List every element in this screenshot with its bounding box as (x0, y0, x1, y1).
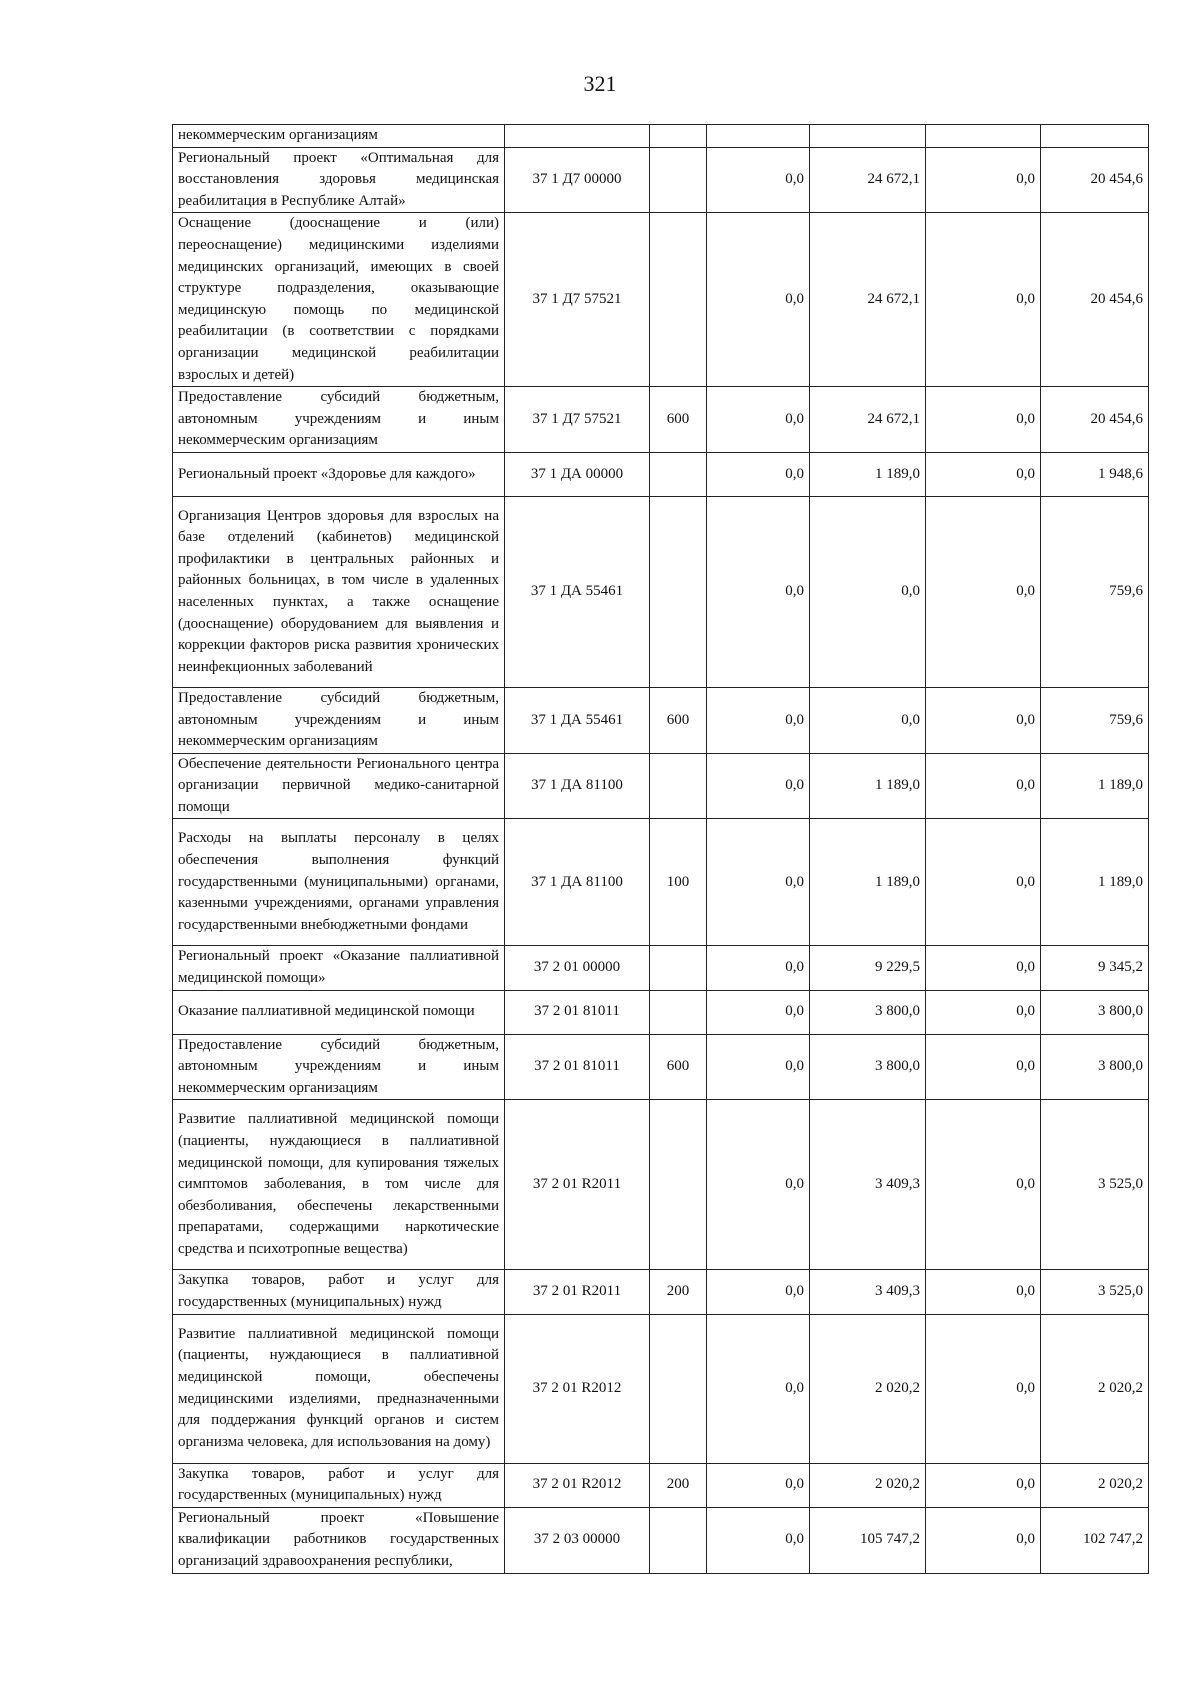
row-value-3: 0,0 (926, 990, 1041, 1034)
row-value-4: 9 345,2 (1041, 946, 1149, 990)
row-value-3: 0,0 (926, 496, 1041, 687)
row-value-3: 0,0 (926, 1463, 1041, 1507)
row-name: Закупка товаров, работ и услуг для государственных (муниципальных) нужд (173, 1463, 505, 1507)
row-name: Оказание паллиативной медицинской помощи (173, 990, 505, 1034)
row-code: 37 1 ДА 55461 (505, 496, 650, 687)
row-value-3: 0,0 (926, 1507, 1041, 1573)
row-value-3: 0,0 (926, 1270, 1041, 1314)
page-number: 321 (583, 71, 617, 96)
row-value-2: 0,0 (810, 687, 926, 753)
table-row (173, 452, 1149, 496)
row-value-4: 3 525,0 (1041, 1100, 1149, 1270)
table-row (173, 1100, 1149, 1270)
row-expense-type (650, 125, 707, 148)
row-expense-type: 200 (650, 1463, 707, 1507)
row-name: Региональный проект «Здоровье для каждого» (173, 452, 505, 496)
row-value-2: 24 672,1 (810, 213, 926, 387)
row-expense-type (650, 147, 707, 213)
table-row (173, 213, 1149, 387)
row-value-1: 0,0 (707, 819, 810, 946)
row-value-1: 0,0 (707, 496, 810, 687)
row-value-3: 0,0 (926, 687, 1041, 753)
row-expense-type: 100 (650, 819, 707, 946)
row-value-1 (707, 125, 810, 148)
row-value-3: 0,0 (926, 819, 1041, 946)
row-name: Обеспечение деятельности Регионального центра организации первичной медико-санитарной помощи (173, 753, 505, 819)
row-code: 37 1 ДА 55461 (505, 687, 650, 753)
row-name: Региональный проект «Оптимальная для восстановления здоровья медицинская реабилитация в Республике Алтай» (173, 147, 505, 213)
row-value-1: 0,0 (707, 1314, 810, 1463)
row-value-1: 0,0 (707, 1270, 810, 1314)
row-value-4: 20 454,6 (1041, 213, 1149, 387)
table-row (173, 1314, 1149, 1463)
row-value-4: 1 189,0 (1041, 819, 1149, 946)
row-code: 37 1 Д7 00000 (505, 147, 650, 213)
row-value-4: 1 948,6 (1041, 452, 1149, 496)
row-code: 37 1 ДА 81100 (505, 753, 650, 819)
row-name: Региональный проект «Повышение квалификации работников государственных организаций здравоохранения республики, (173, 1507, 505, 1573)
row-value-4: 3 800,0 (1041, 990, 1149, 1034)
row-code: 37 2 03 00000 (505, 1507, 650, 1573)
row-value-4: 2 020,2 (1041, 1463, 1149, 1507)
row-name: Оснащение (дооснащение и (или) переоснащение) медицинскими изделиями медицинских организаций, имеющих в своей структуре подразделения, оказывающие медицинскую помощь по медицинской реабилитации (в соответствии с порядками организации медицинской реабилитации взрослых и детей) (173, 213, 505, 387)
row-value-1: 0,0 (707, 147, 810, 213)
budget-table-body (173, 125, 1149, 1574)
row-name: Расходы на выплаты персоналу в целях обеспечения выполнения функций государственными (муниципальными) органами, казенными учреждениями, органами управления государственными внебюджетными фондами (173, 819, 505, 946)
row-name: Региональный проект «Оказание паллиативной медицинской помощи» (173, 946, 505, 990)
table-row (173, 496, 1149, 687)
row-code: 37 1 Д7 57521 (505, 387, 650, 453)
row-expense-type (650, 213, 707, 387)
row-value-1: 0,0 (707, 990, 810, 1034)
row-value-3: 0,0 (926, 147, 1041, 213)
row-expense-type (650, 1507, 707, 1573)
row-value-1: 0,0 (707, 1507, 810, 1573)
row-code: 37 2 01 R2011 (505, 1270, 650, 1314)
row-name: Развитие паллиативной медицинской помощи (пациенты, нуждающиеся в паллиативной медицинской помощи, обеспечены медицинскими изделиями, предназначенными для поддержания функций органов и систем организма человека, для использования на дому) (173, 1314, 505, 1463)
row-name: Развитие паллиативной медицинской помощи (пациенты, нуждающиеся в паллиативной медицинской помощи, для купирования тяжелых симптомов заболевания, в том числе для обезболивания, обеспечены лекарственными препаратами, содержащими наркотические средства и психотропные вещества) (173, 1100, 505, 1270)
table-row (173, 1270, 1149, 1314)
row-value-2: 3 409,3 (810, 1270, 926, 1314)
row-value-4 (1041, 125, 1149, 148)
row-value-1: 0,0 (707, 1100, 810, 1270)
row-value-1: 0,0 (707, 213, 810, 387)
row-value-4: 102 747,2 (1041, 1507, 1149, 1573)
row-value-4: 1 189,0 (1041, 753, 1149, 819)
row-code (505, 125, 650, 148)
table-row (173, 753, 1149, 819)
row-value-1: 0,0 (707, 946, 810, 990)
row-expense-type: 600 (650, 687, 707, 753)
table-row (173, 687, 1149, 753)
row-value-3: 0,0 (926, 753, 1041, 819)
row-value-2: 3 800,0 (810, 990, 926, 1034)
table-row (173, 990, 1149, 1034)
row-expense-type: 200 (650, 1270, 707, 1314)
row-code: 37 1 ДА 00000 (505, 452, 650, 496)
row-value-3: 0,0 (926, 946, 1041, 990)
row-code: 37 2 01 R2012 (505, 1314, 650, 1463)
row-code: 37 2 01 R2011 (505, 1100, 650, 1270)
table-row (173, 125, 1149, 148)
row-value-2: 24 672,1 (810, 387, 926, 453)
row-value-2: 2 020,2 (810, 1314, 926, 1463)
row-value-1: 0,0 (707, 1034, 810, 1100)
row-code: 37 2 01 00000 (505, 946, 650, 990)
row-expense-type (650, 496, 707, 687)
row-expense-type: 600 (650, 1034, 707, 1100)
row-code: 37 2 01 81011 (505, 1034, 650, 1100)
row-value-2: 3 409,3 (810, 1100, 926, 1270)
row-value-4: 20 454,6 (1041, 147, 1149, 213)
row-value-1: 0,0 (707, 387, 810, 453)
row-value-4: 20 454,6 (1041, 387, 1149, 453)
row-value-3: 0,0 (926, 213, 1041, 387)
row-value-2: 0,0 (810, 496, 926, 687)
row-value-3: 0,0 (926, 1034, 1041, 1100)
table-row (173, 946, 1149, 990)
row-value-2: 1 189,0 (810, 452, 926, 496)
row-name: некоммерческим организациям (173, 125, 505, 148)
row-value-3: 0,0 (926, 1100, 1041, 1270)
row-value-3: 0,0 (926, 387, 1041, 453)
row-value-1: 0,0 (707, 687, 810, 753)
row-value-3: 0,0 (926, 452, 1041, 496)
row-expense-type (650, 1314, 707, 1463)
row-value-2: 9 229,5 (810, 946, 926, 990)
row-value-2: 3 800,0 (810, 1034, 926, 1100)
row-name: Организация Центров здоровья для взрослых на базе отделений (кабинетов) медицинской профилактики в центральных районных и районных больницах, в том числе в удаленных населенных пунктах, а также оснащение (дооснащение) оборудованием для выявления и коррекции факторов риска развития хронических неинфекционных заболеваний (173, 496, 505, 687)
row-value-4: 759,6 (1041, 687, 1149, 753)
row-code: 37 1 Д7 57521 (505, 213, 650, 387)
table-row (173, 1463, 1149, 1507)
row-code: 37 2 01 R2012 (505, 1463, 650, 1507)
row-code: 37 1 ДА 81100 (505, 819, 650, 946)
row-value-2: 24 672,1 (810, 147, 926, 213)
table-row (173, 147, 1149, 213)
row-expense-type: 600 (650, 387, 707, 453)
table-row (173, 1034, 1149, 1100)
row-value-1: 0,0 (707, 753, 810, 819)
row-name: Предоставление субсидий бюджетным, автономным учреждениям и иным некоммерческим организациям (173, 1034, 505, 1100)
row-value-4: 759,6 (1041, 496, 1149, 687)
row-name: Предоставление субсидий бюджетным, автономным учреждениям и иным некоммерческим организациям (173, 687, 505, 753)
table-row (173, 819, 1149, 946)
row-expense-type (650, 946, 707, 990)
row-expense-type (650, 990, 707, 1034)
row-value-4: 3 800,0 (1041, 1034, 1149, 1100)
row-code: 37 2 01 81011 (505, 990, 650, 1034)
row-value-4: 3 525,0 (1041, 1270, 1149, 1314)
row-expense-type (650, 452, 707, 496)
budget-table (172, 124, 1149, 1574)
row-value-4: 2 020,2 (1041, 1314, 1149, 1463)
row-value-2: 105 747,2 (810, 1507, 926, 1573)
row-value-2 (810, 125, 926, 148)
row-value-2: 1 189,0 (810, 819, 926, 946)
table-row (173, 1507, 1149, 1573)
row-value-1: 0,0 (707, 1463, 810, 1507)
row-value-2: 2 020,2 (810, 1463, 926, 1507)
row-name: Закупка товаров, работ и услуг для государственных (муниципальных) нужд (173, 1270, 505, 1314)
row-expense-type (650, 1100, 707, 1270)
row-value-2: 1 189,0 (810, 753, 926, 819)
row-value-3 (926, 125, 1041, 148)
row-value-3: 0,0 (926, 1314, 1041, 1463)
table-row (173, 387, 1149, 453)
row-value-1: 0,0 (707, 452, 810, 496)
row-expense-type (650, 753, 707, 819)
row-name: Предоставление субсидий бюджетным, автономным учреждениям и иным некоммерческим организациям (173, 387, 505, 453)
